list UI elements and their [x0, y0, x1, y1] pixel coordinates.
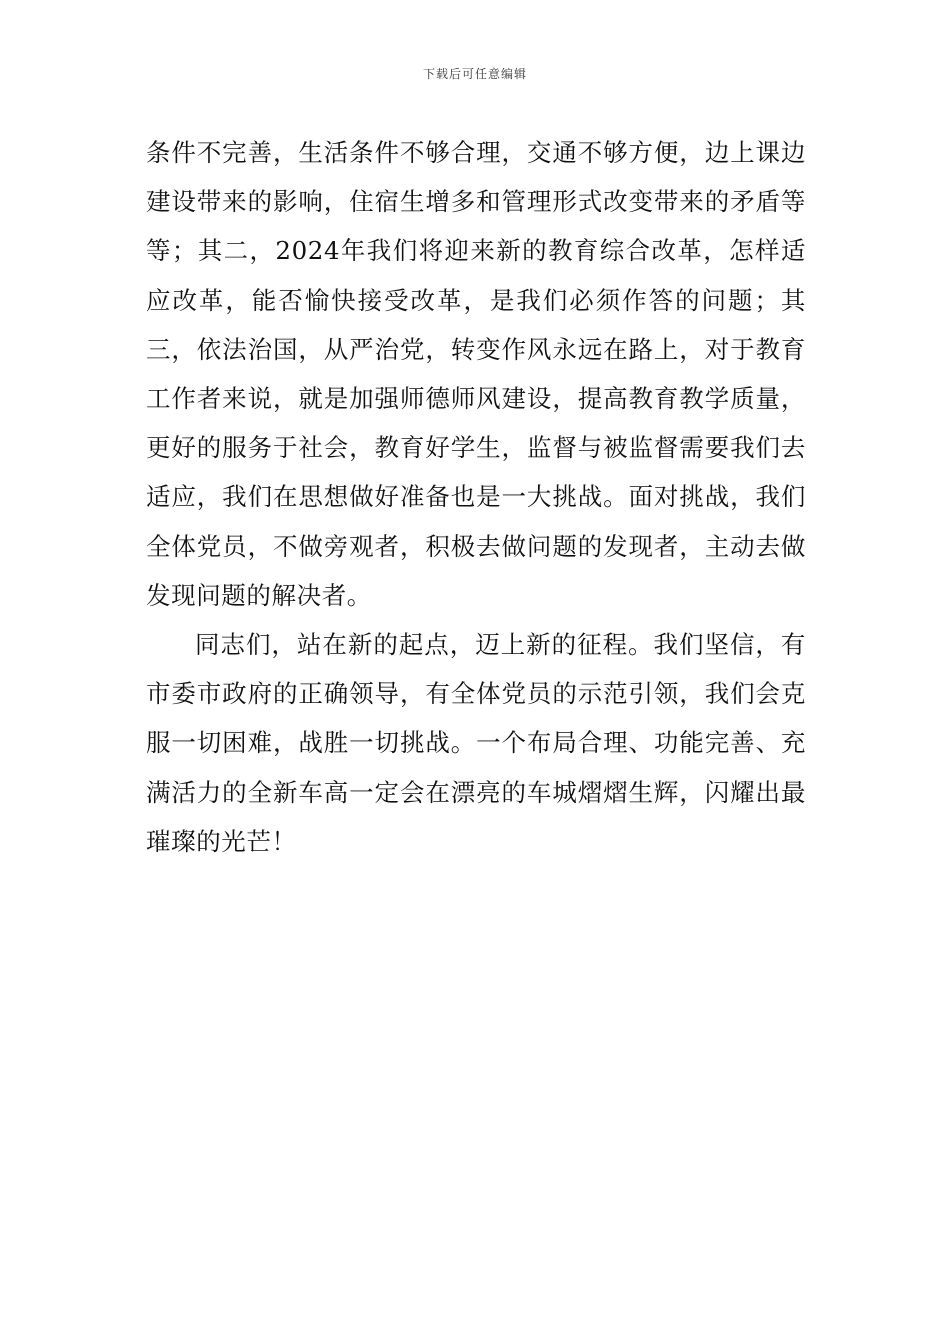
paragraph-1: 条件不完善，生活条件不够合理，交通不够方便，边上课边建设带来的影响，住宿生增多和管理形式改变带来的矛盾等等；其二，2024年我们将迎来新的教育综合改革，怎样适应改革，能否愉快接受改革，是我们必须作答的问题；其三，依法治国，从严治党，转变作风永远在路上，对于教育工作者来说，就是加强师德师风建设，提高教育教学质量，更好的服务于社会，教育好学生，监督与被监督需要我们去适应，我们在思想做好准备也是一大挑战。面对挑战，我们全体党员，不做旁观者，积极去做问题的发现者，主动去做发现问题的解决者。	[146, 138, 806, 610]
paragraph-2: 同志们，站在新的起点，迈上新的征程。我们坚信，有市委市政府的正确领导，有全体党员的示范引领，我们会克服一切困难，战胜一切挑战。一个布局合理、功能完善、充满活力的全新车高一定会在漂亮的车城熠熠生辉，闪耀出最璀璨的光芒！	[146, 630, 806, 856]
document-body	[146, 128, 806, 866]
page-header-note: 下载后可任意编辑	[422, 67, 527, 81]
